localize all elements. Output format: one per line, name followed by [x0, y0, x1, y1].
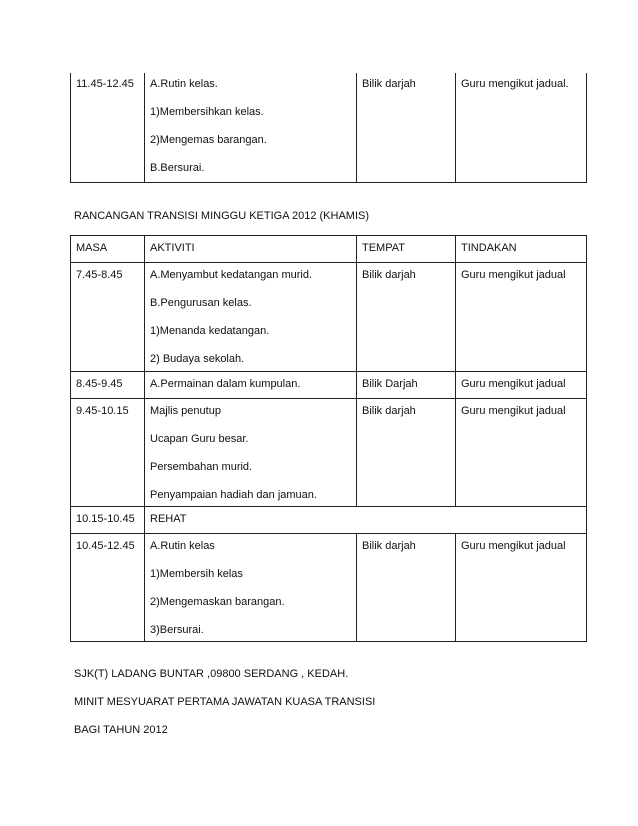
activity-line: B.Pengurusan kelas.	[150, 297, 252, 309]
cell-masa: 10.15-10.45	[71, 507, 145, 534]
activity-line: 2)Mengemas barangan.	[150, 134, 267, 146]
activity-line: B.Bersurai.	[150, 162, 205, 174]
activity-line: 3)Bersurai.	[150, 624, 204, 636]
table-row	[71, 372, 587, 399]
cell-masa: 10.45-12.45	[71, 534, 145, 642]
activity-line: A.Rutin kelas	[150, 540, 215, 552]
table-row	[71, 507, 587, 534]
cell-tempat: Bilik darjah	[357, 263, 456, 372]
activity-line: REHAT	[150, 513, 187, 525]
cell-aktiviti	[145, 372, 357, 399]
header-aktiviti: AKTIVITI	[145, 236, 357, 263]
activity-line: Ucapan Guru besar.	[150, 433, 249, 445]
header-tindakan: TINDAKAN	[456, 236, 587, 263]
cell-masa: 7.45-8.45	[71, 263, 145, 372]
activity-line: A.Permainan dalam kumpulan.	[150, 378, 301, 390]
cell-aktiviti	[145, 534, 357, 642]
cell-tindakan: Guru mengikut jadual	[456, 399, 587, 507]
activity-line: Penyampaian hadiah dan jamuan.	[150, 489, 317, 501]
table-row	[71, 399, 587, 507]
school-address: SJK(T) LADANG BUNTAR ,09800 SERDANG , KEDAH.	[74, 668, 349, 680]
activity-line: A.Menyambut kedatangan murid.	[150, 269, 313, 281]
cell-tempat: Bilik Darjah	[357, 372, 456, 399]
cell-aktiviti	[145, 399, 357, 507]
activity-line: 1)Menanda kedatangan.	[150, 325, 270, 337]
header-tempat: TEMPAT	[357, 236, 456, 263]
header-masa: MASA	[71, 236, 145, 263]
cell-aktiviti	[145, 263, 357, 372]
activity-line: A.Rutin kelas.	[150, 78, 218, 90]
section-title: RANCANGAN TRANSISI MINGGU KETIGA 2012 (KHAMIS)	[74, 210, 370, 222]
cell-masa: 9.45-10.15	[71, 399, 145, 507]
activity-line: Majlis penutup	[150, 405, 221, 417]
cell-tindakan: Guru mengikut jadual	[456, 263, 587, 372]
activity-line: 1)Membersihkan kelas.	[150, 106, 264, 118]
cell-tindakan: Guru mengikut jadual.	[456, 73, 587, 182]
activity-line: 1)Membersih kelas	[150, 568, 243, 580]
schedule-table-continued	[70, 73, 587, 183]
table-row	[71, 534, 587, 642]
table-row	[71, 263, 587, 372]
table-header-row	[71, 236, 587, 263]
schedule-table	[70, 235, 587, 642]
cell-aktiviti	[145, 507, 587, 534]
table-row	[71, 73, 587, 182]
cell-tindakan: Guru mengikut jadual	[456, 534, 587, 642]
cell-tindakan: Guru mengikut jadual	[456, 372, 587, 399]
cell-tempat: Bilik darjah	[357, 73, 456, 182]
year-line: BAGI TAHUN 2012	[74, 724, 168, 736]
cell-tempat: Bilik darjah	[357, 534, 456, 642]
cell-aktiviti	[145, 73, 357, 182]
cell-tempat: Bilik darjah	[357, 399, 456, 507]
activity-line: Persembahan murid.	[150, 461, 253, 473]
cell-masa: 11.45-12.45	[71, 73, 145, 182]
activity-line: 2)Mengemaskan barangan.	[150, 596, 285, 608]
activity-line: 2) Budaya sekolah.	[150, 353, 245, 365]
cell-masa: 8.45-9.45	[71, 372, 145, 399]
minutes-title: MINIT MESYUARAT PERTAMA JAWATAN KUASA TRANSISI	[74, 696, 376, 708]
